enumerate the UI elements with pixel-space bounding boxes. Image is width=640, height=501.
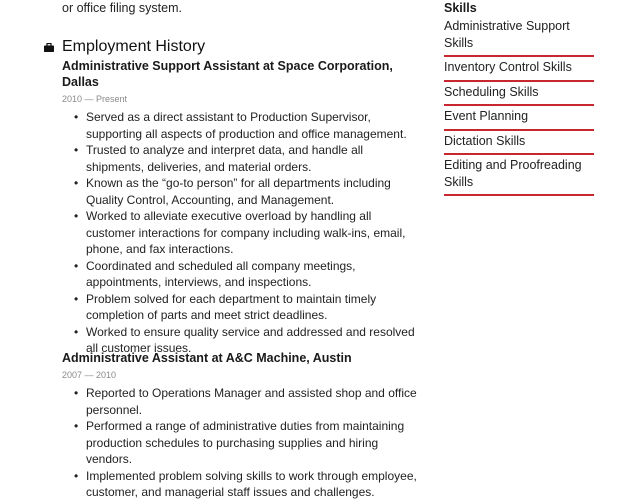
skills-title: Skills: [444, 1, 477, 15]
bullet-item: • Known as the “go-to person” for all departments including Quality Control, Accounting, and Management.: [62, 175, 422, 208]
bullet-item: • Coordinated and scheduled all company meetings, appointments, interviews, and inspections.: [62, 258, 422, 291]
skill-item: Event Planning: [444, 106, 594, 131]
job-bullets: [62, 385, 422, 501]
intro-text-tail: or office filing system.: [62, 1, 182, 15]
job-entry-1: [62, 58, 422, 357]
briefcase-icon: [44, 43, 62, 52]
bullet-item: • Served as a direct assistant to Production Supervisor, supporting all aspects of production and office management.: [62, 109, 422, 142]
bullet-item: • Trusted to analyze and interpret data, and handle all shipments, deliveries, and material orders.: [62, 142, 422, 175]
job-dates: 2007 — 2010: [62, 370, 117, 380]
skills-section: [444, 0, 594, 196]
skill-item: Editing and Proofreading Skills: [444, 155, 594, 196]
skill-item: Scheduling Skills: [444, 82, 594, 107]
job-bullets: [62, 109, 422, 357]
skill-item: Dictation Skills: [444, 131, 594, 156]
section-title: Employment History: [62, 38, 206, 55]
bullet-item: • Problem solved for each department to maintain timely completion of parts and meet strict deadlines.: [62, 291, 422, 324]
bullet-item: • Reported to Operations Manager and assisted shop and office personnel.: [62, 385, 422, 418]
job-title: Administrative Support Assistant at Space Corporation, Dallas: [62, 59, 393, 89]
bullet-item: • Worked to alleviate executive overload by handling all customer interactions for company including walk-ins, email, phone, and fax interactions.: [62, 208, 422, 258]
skill-item: Administrative Support Skills: [444, 16, 594, 57]
job-dates: 2010 — Present: [62, 94, 128, 104]
employment-history-heading: [44, 37, 205, 57]
bullet-item: • Worked to ensure quality service and addressed and resolved all customer issues.: [62, 324, 422, 357]
skill-item: Inventory Control Skills: [444, 57, 594, 82]
bullet-item: • Performed a range of administrative duties from maintaining production schedules to purchasing supplies and hiring vendors.: [62, 418, 422, 468]
bullet-item: • Implemented problem solving skills to work through employee, customer, and managerial staff issues and challenges.: [62, 468, 422, 501]
job-entry-2: [62, 350, 422, 501]
job-title: Administrative Assistant at A&C Machine, Austin: [62, 351, 352, 365]
